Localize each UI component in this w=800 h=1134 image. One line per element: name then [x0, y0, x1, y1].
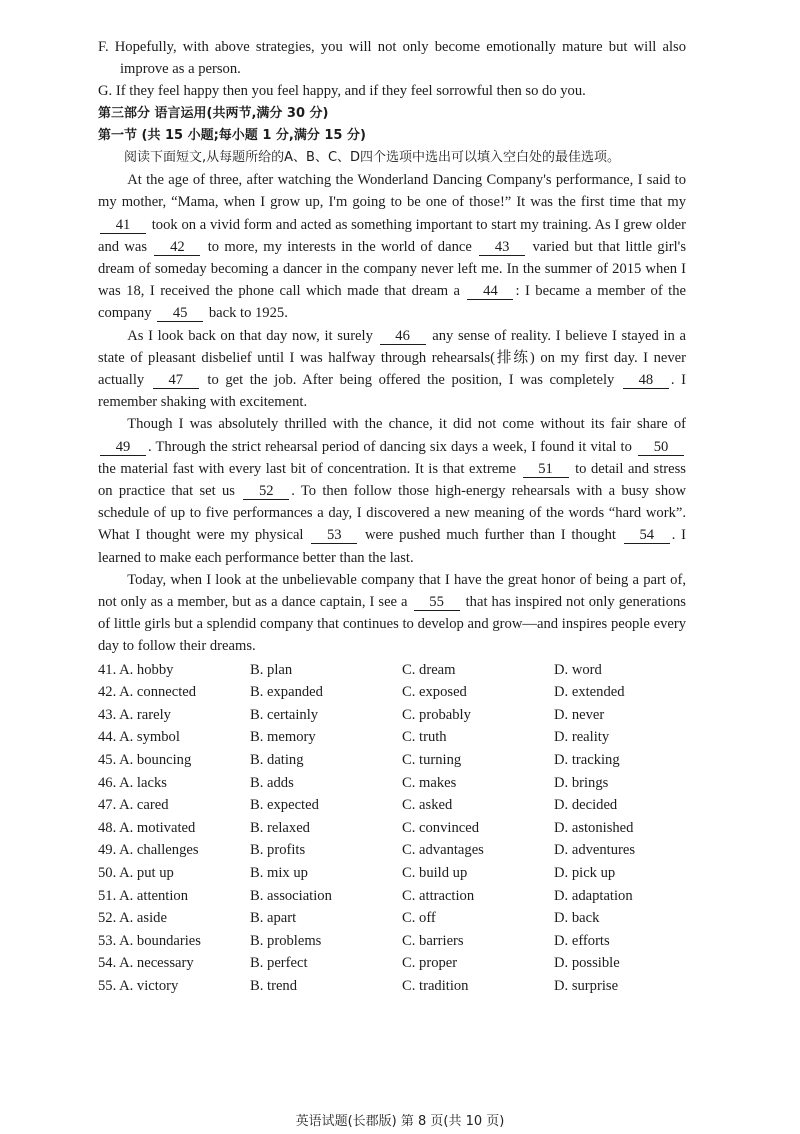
- option-d: D. never: [554, 706, 605, 723]
- option-d: D. tracking: [554, 752, 620, 769]
- question-row: [98, 885, 686, 908]
- option-b: B. apart: [250, 910, 297, 927]
- blank-55: 55: [414, 595, 460, 611]
- passage-text: back to 1925.: [208, 305, 288, 322]
- option-c: C. turning: [402, 752, 462, 769]
- option-d: D. extended: [554, 684, 625, 701]
- question-row: [98, 975, 686, 998]
- option-a: 53. A. boundaries: [98, 932, 201, 949]
- option-a: 51. A. attention: [98, 887, 188, 904]
- passage-text: to more, my interests in the world of dance: [207, 238, 472, 255]
- question-row: [98, 726, 686, 749]
- question-row: [98, 839, 686, 862]
- option-b: B. trend: [250, 978, 298, 994]
- option-b: B. association: [250, 887, 332, 904]
- passage-text: to get the job. After being offered the position, I was completely: [207, 372, 615, 389]
- question-row: [98, 749, 686, 772]
- option-a: 50. A. put up: [98, 865, 174, 882]
- passage-text: took on a vivid form and acted as something important to start my training. As I grew older and was: [98, 216, 686, 255]
- option-a: 46. A. lacks: [98, 774, 167, 791]
- option-a: 42. A. connected: [98, 684, 197, 701]
- option-d: D. back: [554, 910, 600, 927]
- option-c: C. build up: [402, 865, 468, 882]
- question-row: [98, 907, 686, 930]
- blank-49: 49: [100, 440, 146, 456]
- question-row: [98, 952, 686, 975]
- passage-text: the material fast with every last bit of concentration. It is that extreme: [98, 460, 516, 477]
- blank-50: 50: [638, 440, 684, 456]
- question-row: [98, 772, 686, 795]
- option-c: C. probably: [402, 706, 471, 723]
- passage-text: Today, when I look at the unbelievable company that I have the great honor of being a part of, not only as a member, but as a dance captain, I see a: [98, 571, 686, 611]
- option-d: D. pick up: [554, 865, 616, 882]
- option-a: 47. A. cared: [98, 797, 169, 814]
- passage-paragraph-1: [98, 169, 686, 324]
- blank-53: 53: [311, 528, 357, 544]
- option-c: C. truth: [402, 729, 447, 746]
- passage-paragraph-3: [98, 413, 686, 568]
- question-row: [98, 817, 686, 840]
- blank-47: 47: [153, 373, 199, 389]
- option-d: D. decided: [554, 797, 618, 814]
- passage-text: As I look back on that day now, it surely: [127, 327, 373, 344]
- passage-text: that has inspired not only generations of little girls but a splendid company that continues to develop and grow—and inspires people every day to follow their dreams.: [98, 594, 686, 655]
- question-row: [98, 862, 686, 885]
- option-d: D. word: [554, 661, 602, 678]
- option-b: B. certainly: [250, 706, 319, 723]
- option-d: D. possible: [554, 955, 620, 972]
- passage-text: : I became a member of the company: [98, 283, 686, 322]
- blank-44: 44: [467, 284, 513, 300]
- passage-text: to detail and stress on practice that set us: [98, 460, 686, 500]
- option-c: C. tradition: [402, 978, 469, 994]
- option-c: C. advantages: [402, 842, 484, 859]
- passage-text: . I remember shaking with excitement.: [98, 372, 686, 411]
- option-d: D. efforts: [554, 932, 610, 949]
- option-a: 43. A. rarely: [98, 706, 171, 723]
- option-c: C. convinced: [402, 819, 480, 836]
- option-a: 54. A. necessary: [98, 955, 194, 972]
- option-a: 41. A. hobby: [98, 661, 174, 678]
- option-a: 52. A. aside: [98, 910, 167, 927]
- option-d: D. reality: [554, 729, 610, 746]
- passage-text: . Through the strict rehearsal period of dancing six days a week, I found it vital to: [148, 438, 632, 455]
- section-title: 第一节 (共 15 小题;每小题 1 分,满分 15 分): [98, 127, 366, 143]
- question-row: [98, 704, 686, 727]
- passage-text: At the age of three, after watching the Wonderland Dancing Company's performance, I said to my mother, “Mama, when I grow up, I'm going to be one of those!” It was the first time that my: [98, 172, 686, 211]
- option-d: D. adaptation: [554, 887, 633, 904]
- option-c: C. proper: [402, 955, 458, 972]
- option-g: G. If they feel happy then you feel happy, and if they feel sorrowful then so do you.: [98, 83, 586, 100]
- option-c: C. barriers: [402, 932, 464, 949]
- blank-41: 41: [100, 218, 146, 234]
- option-b: B. expected: [250, 797, 319, 814]
- passage-paragraph-4: [98, 569, 686, 658]
- option-d: D. astonished: [554, 819, 634, 836]
- question-row: [98, 794, 686, 817]
- option-d: D. adventures: [554, 842, 636, 859]
- option-b: B. profits: [250, 842, 306, 859]
- option-c: C. exposed: [402, 684, 467, 701]
- part-title: 第三部分 语言运用(共两节,满分 30 分): [98, 105, 329, 121]
- option-b: B. mix up: [250, 865, 308, 882]
- option-b: B. adds: [250, 774, 294, 791]
- option-a: 55. A. victory: [98, 978, 179, 994]
- blank-43: 43: [479, 240, 525, 256]
- passage-text: . To then follow those high-energy rehearsals with a busy show schedule of up to five performances a day, I discovered a new meaning of the words “hard work”. What I thought were my physical: [98, 483, 686, 544]
- blank-45: 45: [157, 306, 203, 322]
- blank-46: 46: [380, 329, 426, 345]
- passage-text: . I learned to make each performance better than the last.: [98, 527, 686, 566]
- option-b: B. plan: [250, 661, 293, 678]
- question-row: [98, 681, 686, 704]
- instruction: 阅读下面短文,从每题所给的A、B、C、D四个选项中选出可以填入空白处的最佳选项。: [124, 150, 621, 166]
- blank-54: 54: [624, 528, 670, 544]
- question-row: [98, 659, 686, 682]
- option-c: C. dream: [402, 661, 456, 678]
- blank-48: 48: [623, 373, 669, 389]
- option-b: B. relaxed: [250, 819, 310, 836]
- option-c: C. attraction: [402, 887, 475, 904]
- passage-text: Though I was absolutely thrilled with the chance, it did not come without its fair share of: [127, 416, 686, 433]
- question-row: [98, 930, 686, 953]
- option-b: B. memory: [250, 729, 316, 746]
- passage-paragraph-2: [98, 325, 686, 414]
- option-d: D. surprise: [554, 978, 619, 994]
- passage-text: were pushed much further than I thought: [365, 527, 616, 544]
- exam-page: [98, 36, 686, 998]
- option-a: 48. A. motivated: [98, 819, 196, 836]
- option-b: B. problems: [250, 932, 322, 949]
- option-b: B. dating: [250, 752, 304, 769]
- option-f: F. Hopefully, with above strategies, you will not only become emotionally mature but will also improve as a person.: [98, 39, 686, 78]
- option-d: D. brings: [554, 774, 609, 791]
- option-c: C. makes: [402, 774, 457, 791]
- option-a: 44. A. symbol: [98, 729, 180, 746]
- option-b: B. expanded: [250, 684, 323, 701]
- blank-52: 52: [243, 484, 289, 500]
- option-b: B. perfect: [250, 955, 308, 972]
- blank-51: 51: [523, 462, 569, 478]
- page-footer: 英语试题(长郡版) 第 8 页(共 10 页): [295, 1114, 505, 1129]
- passage-text: varied but that little girl's dream of someday becoming a dancer in the company never left me. In the summer of 2015 when I was 18, I received the phone call which made that dream a: [98, 238, 686, 300]
- question-options: [98, 659, 686, 998]
- option-c: C. off: [402, 910, 436, 927]
- passage-text: any sense of reality. I believe I stayed in a state of pleasant disbelief until I was halfway through rehearsals(排练) on my first day. I never actually: [98, 327, 686, 389]
- option-a: 45. A. bouncing: [98, 752, 192, 769]
- option-a: 49. A. challenges: [98, 842, 199, 859]
- option-c: C. asked: [402, 797, 453, 814]
- blank-42: 42: [154, 240, 200, 256]
